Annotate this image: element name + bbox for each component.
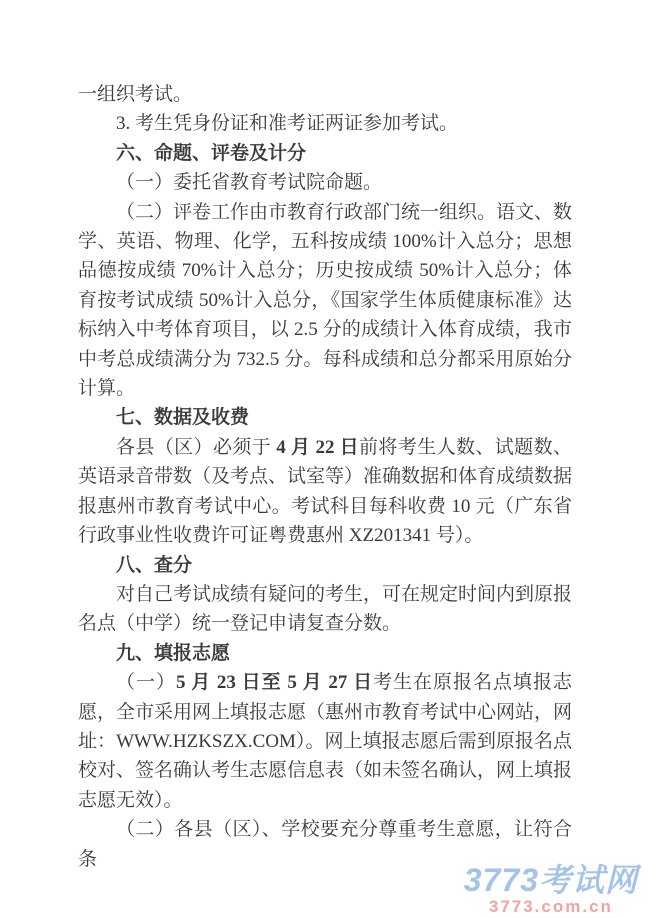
paragraph-text: （一）委托省教育考试院命题。 — [116, 172, 383, 194]
paragraph-6-2 — [78, 198, 572, 404]
paragraph-text: （二）评卷工作由市教育行政部门统一组织。语文、数学、英语、物理、化学，五科按成绩 100%计入总分；思想品德按成绩 70%计入总分；历史按成绩 50%计入总分；体育按考试成绩 50%计入总分，《国家学生体质健康标准》达标纳入中考体育项目，以 2.5 分的成绩计入体育成绩，我市中考总成绩满分为 732.5 分。每科成绩和总分都采用原始分计算。 — [78, 201, 573, 400]
paragraph-text: 一组织考试。 — [78, 84, 193, 105]
date-emphasis: 5 月 23 日至 5 月 27 日 — [175, 672, 374, 694]
paragraph-continuation — [78, 80, 572, 109]
heading-text: 七、数据及收费 — [116, 407, 250, 429]
paragraph-text: 各县（区）必须于 — [116, 436, 277, 458]
paragraph-7-1 — [78, 433, 572, 551]
paragraph-text: 前将考生人数、试题数、英语录音带数（及考点、试室等）准确数据和体育成绩数据报惠州市教育考试中心。考试科目每科收费 10 元（广东省行政事业性收费许可证粤费惠州 XZ201341 号）。 — [78, 436, 573, 547]
watermark — [464, 863, 638, 916]
watermark-logo-text: 3773考试网 — [463, 862, 638, 898]
date-emphasis: 4 月 22 日 — [276, 436, 360, 458]
paragraph-text: 对自己考试成绩有疑问的考生，可在规定时间内到原报名点（中学）统一登记申请复查分数。 — [78, 583, 573, 635]
section-heading-7 — [78, 403, 572, 432]
paragraph-9-1 — [78, 668, 572, 815]
watermark-url-text: 3773.com.cn — [488, 897, 613, 916]
section-heading-9 — [78, 639, 572, 668]
paragraph-text: 3. 考生凭身份证和准考证两证参加考试。 — [116, 113, 459, 135]
section-heading-8 — [78, 551, 572, 580]
paragraph-text: 考生在原报名点填报志愿，全市采用网上填报志愿（惠州市教育考试中心网站，网址：WWW.HZKSZX.COM）。网上填报志愿后需到原报名点校对、签名确认考生志愿信息表（如未签名确认，网上填报志愿无效）。 — [78, 672, 573, 811]
heading-text: 八、查分 — [116, 554, 193, 576]
heading-text: 九、填报志愿 — [116, 642, 231, 664]
section-heading-6 — [78, 139, 572, 168]
paragraph-8-1 — [78, 580, 572, 639]
paragraph-exam-rule-3 — [78, 109, 572, 138]
paragraph-text: （一） — [116, 672, 176, 694]
paragraph-text: （二）各县（区）、学校要充分尊重考生意愿，让符合条 — [78, 819, 572, 870]
paragraph-6-1 — [78, 168, 572, 197]
heading-text: 六、命题、评卷及计分 — [116, 142, 307, 164]
